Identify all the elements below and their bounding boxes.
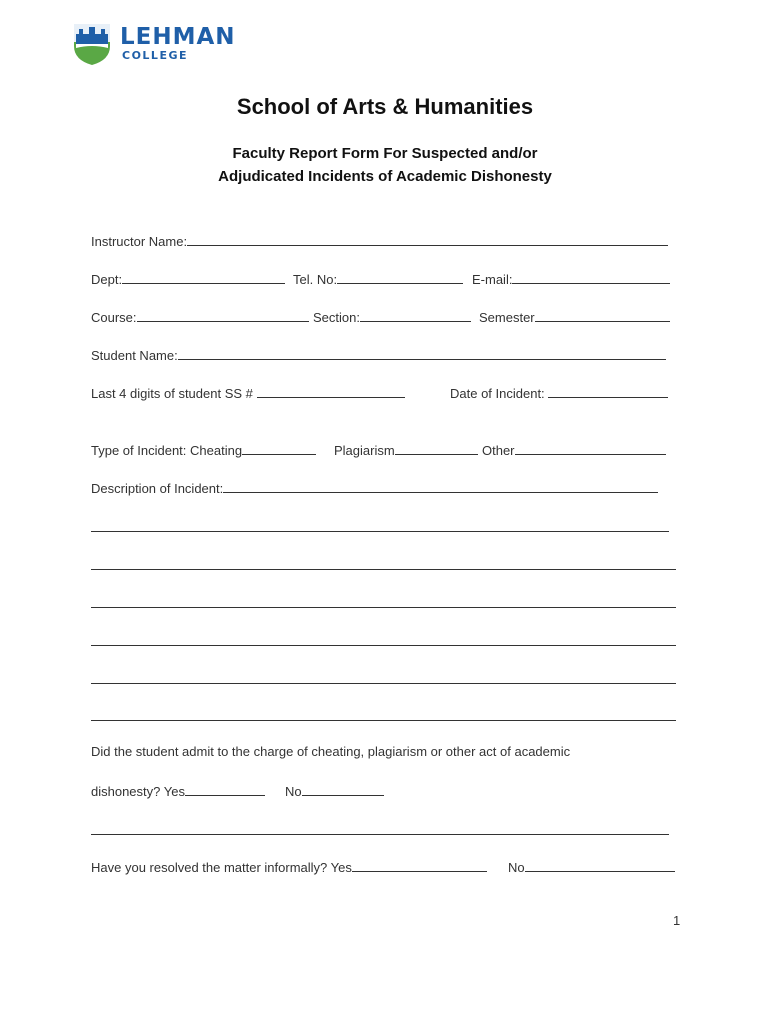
resolved-no-field[interactable] [525,859,675,872]
admit-yes-label: dishonesty? Yes [91,784,185,799]
email-field[interactable] [512,271,670,284]
plagiarism-label: Plagiarism [334,443,395,458]
description-line[interactable] [91,645,676,646]
description-line[interactable] [91,720,676,721]
semester-field[interactable] [535,309,670,322]
dept-label-row [91,271,285,287]
course-field[interactable] [137,309,309,322]
resolved-no-row [508,859,675,875]
description-line[interactable] [91,531,669,532]
student-name-field[interactable] [178,347,666,360]
admit-question-text: Did the student admit to the charge of cheating, plagiarism or other act of academic [91,744,571,759]
email-label: E-mail: [472,272,513,287]
description-row [91,480,658,496]
instructor-name-field[interactable] [187,233,668,246]
section-label: Section: [313,310,360,325]
resolved-yes-row [91,859,487,875]
admit-explanation-line[interactable] [91,834,669,835]
description-line[interactable] [91,569,676,570]
description-line[interactable] [91,683,676,684]
tel-label: Tel. No: [293,272,338,287]
instructor-name-row [91,233,668,249]
type-of-incident-row [91,442,316,458]
form-subtitle-line-1: Faculty Report Form For Suspected and/or [232,145,538,162]
ss-digits-row [91,385,405,401]
date-of-incident-field[interactable] [548,385,668,398]
section-row [313,309,471,325]
dept-field[interactable] [122,271,285,284]
tel-field[interactable] [337,271,463,284]
page-number: 1 [673,913,681,928]
resolved-no-label: No [508,860,525,875]
ss-digits-field[interactable] [257,385,405,398]
student-name-row [91,347,666,363]
course-row [91,309,309,325]
date-of-incident-row [450,385,668,401]
ss-digits-label: Last 4 digits of student SS # [91,386,253,401]
resolved-yes-label: Have you resolved the matter informally? Yes [91,860,352,875]
tel-row [293,271,463,287]
description-label: Description of Incident: [91,481,224,496]
course-label: Course: [91,310,137,325]
admit-yes-row [91,783,265,799]
student-name-label: Student Name: [91,348,178,363]
semester-label: Semester [479,310,535,325]
semester-row [479,309,670,325]
admit-no-field[interactable] [302,783,384,796]
other-field[interactable] [515,442,666,455]
description-field[interactable] [223,480,658,493]
dept-label: Dept: [91,272,123,287]
other-label: Other [482,443,515,458]
college-shield-icon [72,20,112,66]
admit-yes-field[interactable] [185,783,265,796]
admit-no-row [285,783,384,799]
form-subtitle-line-2: Adjudicated Incidents of Academic Dishonesty [218,168,552,185]
lehman-college-logo [72,20,236,68]
section-field[interactable] [360,309,471,322]
logo-wordmark [120,24,236,62]
description-line[interactable] [91,607,676,608]
cheating-field[interactable] [242,442,316,455]
logo-main-text: LEHMAN [120,24,236,50]
email-row [472,271,670,287]
cheating-label: Type of Incident: Cheating [91,443,243,458]
plagiarism-row [334,442,478,458]
page-title: School of Arts & Humanities [236,94,534,119]
date-of-incident-label: Date of Incident: [450,386,545,401]
admit-no-label: No [285,784,302,799]
plagiarism-field[interactable] [395,442,478,455]
resolved-yes-field[interactable] [352,859,487,872]
instructor-name-label: Instructor Name: [91,234,188,249]
other-row [482,442,666,458]
logo-sub-text: COLLEGE [122,49,188,62]
